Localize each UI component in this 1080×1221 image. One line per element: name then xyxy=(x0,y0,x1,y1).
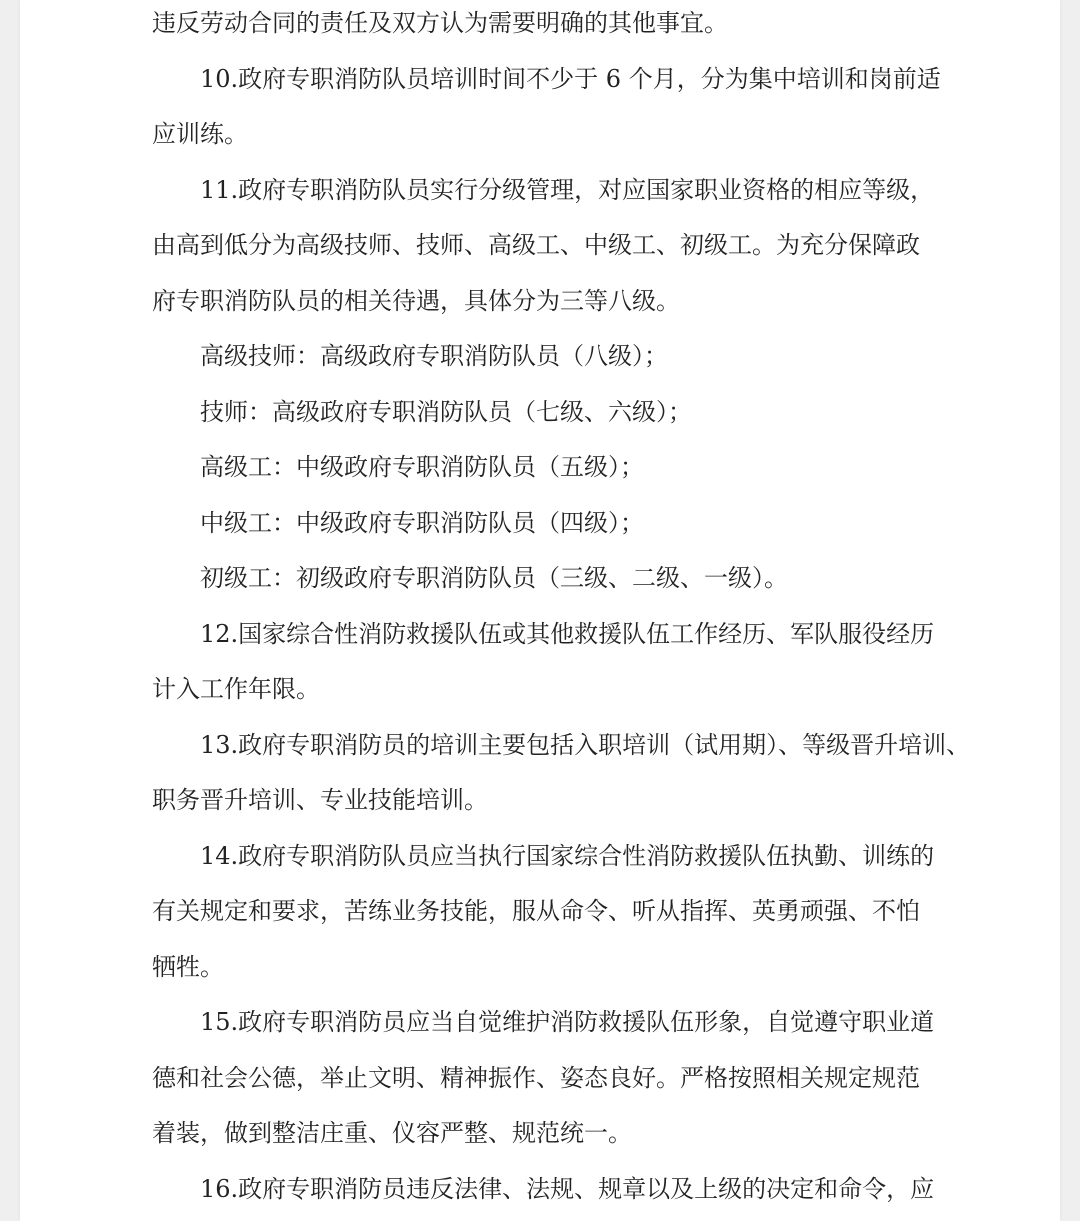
text-line: 着装，做到整洁庄重、仪容严整、规范统一。 xyxy=(152,1119,632,1147)
text-line: 初级工：初级政府专职消防队员（三级、二级、一级）。 xyxy=(200,564,788,592)
text-line: 违反劳动合同的责任及双方认为需要明确的其他事宜。 xyxy=(152,9,728,37)
text-line: 高级工：中级政府专职消防队员（五级）； xyxy=(200,453,644,481)
text-line: 应训练。 xyxy=(152,120,248,148)
text-line: 技师：高级政府专职消防队员（七级、六级）； xyxy=(200,397,692,426)
text-line: 计入工作年限。 xyxy=(152,675,320,703)
text-line: 12.国家综合性消防救援队伍或其他救援队伍工作经历、军队服役经历 xyxy=(200,619,935,648)
text-line: 由高到低分为高级技师、技师、高级工、中级工、初级工。为充分保障政 xyxy=(152,231,920,259)
text-line: 16.政府专职消防员违反法律、法规、规章以及上级的决定和命令，应 xyxy=(200,1174,935,1203)
text-line: 高级技师：高级政府专职消防队员（八级）； xyxy=(200,342,668,370)
text-line: 10.政府专职消防队员培训时间不少于 6 个月，分为集中培训和岗前适 xyxy=(200,64,941,93)
text-line: 15.政府专职消防员应当自觉维护消防救援队伍形象，自觉遵守职业道 xyxy=(200,1008,935,1036)
text-line: 14.政府专职消防队员应当执行国家综合性消防救援队伍执勤、训练的 xyxy=(200,841,935,870)
text-line: 职务晋升培训、专业技能培训。 xyxy=(152,786,488,814)
text-line: 中级工：中级政府专职消防队员（四级）； xyxy=(200,508,644,537)
text-line: 有关规定和要求，苦练业务技能，服从命令、听从指挥、英勇顽强、不怕 xyxy=(152,897,920,925)
document-body xyxy=(152,0,971,1217)
document-page xyxy=(20,0,1060,1221)
text-line: 德和社会公德，举止文明、精神振作、姿态良好。严格按照相关规定规范 xyxy=(152,1063,920,1092)
text-line: 13.政府专职消防员的培训主要包括入职培训（试用期）、等级晋升培训、 xyxy=(200,730,971,759)
text-line: 府专职消防队员的相关待遇，具体分为三等八级。 xyxy=(152,286,680,315)
text-line: 11.政府专职消防队员实行分级管理，对应国家职业资格的相应等级， xyxy=(200,175,935,204)
text-line: 牺牲。 xyxy=(152,952,224,981)
